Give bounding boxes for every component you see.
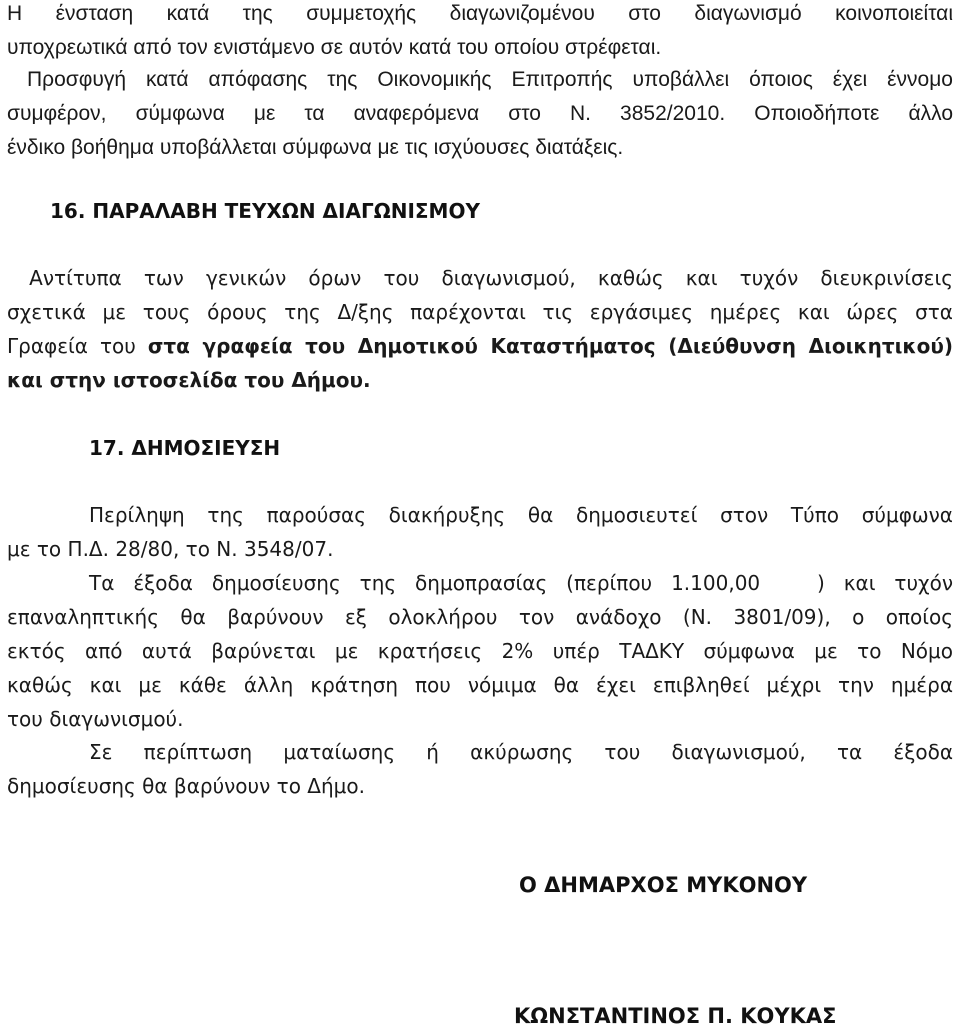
text-line: υποχρεωτικά από τον ενιστάμενο σε αυτόν κατά του οποίου στρέφεται. xyxy=(7,36,662,59)
text-line: ένδικο βοήθημα υποβάλλεται σύμφωνα με τις ισχύουσες διατάξεις. xyxy=(7,136,624,159)
text-line: Σε περίπτωση ματαίωσης ή ακύρωσης του διαγωνισμού, τα έξοδα xyxy=(89,740,953,764)
section-16-body xyxy=(7,261,953,397)
text-line: Τα έξοδα δημοσίευσης της δημοπρασίας (περίπου 1.100,00 ) και τυχόν xyxy=(89,571,953,595)
text-line: επαναληπτικής θα βαρύνουν εξ ολοκλήρου τον ανάδοχο (Ν. 3801/09), ο οποίος xyxy=(7,605,953,629)
text-line: σχετικά με τους όρους της Δ/ξης παρέχονται τις εργάσιμες ημέρες και ώρες στα xyxy=(7,300,953,324)
text-line: Η ένσταση κατά της συμμετοχής διαγωνιζομένου στο διαγωνισμό κοινοποιείται xyxy=(7,2,953,25)
text-line: δημοσίευσης θα βαρύνουν το Δήμο. xyxy=(7,774,365,798)
objection-paragraph xyxy=(7,0,953,65)
mayor-title: Ο ΔΗΜΑΡΧΟΣ ΜΥΚΟΝΟΥ xyxy=(519,873,808,897)
text-line: καθώς και με κάθε άλλη κράτηση που νόμιμα θα έχει επιβληθεί μέχρι την ημέρα xyxy=(7,673,953,697)
text-line: Περίληψη της παρούσας διακήρυξης θα δημοσιευτεί στον Τύπο σύμφωνα xyxy=(89,503,953,527)
text-line: του διαγωνισμού. xyxy=(7,707,184,731)
section-17-heading: 17. ΔΗΜΟΣΙΕΥΣΗ xyxy=(89,436,281,460)
text-line: με το Π.Δ. 28/80, το Ν. 3548/07. xyxy=(7,537,334,561)
appeal-paragraph xyxy=(7,63,953,165)
text-line: Προσφυγή κατά απόφασης της Οικονομικής Επιτροπής υποβάλλει όποιος έχει έννομο xyxy=(7,68,953,91)
text-span: Γραφεία του xyxy=(7,334,148,358)
section-17-publication-paragraph xyxy=(7,498,953,566)
text-line: Αντίτυπα των γενικών όρων του διαγωνισμού, καθώς και τυχόν διευκρινίσεις xyxy=(7,266,953,290)
text-line: και στην ιστοσελίδα του Δήμου. xyxy=(7,368,371,392)
text-line xyxy=(7,329,953,363)
section-17-costs-paragraph xyxy=(7,566,953,736)
text-line: εκτός από αυτά βαρύνεται με κρατήσεις 2% υπέρ ΤΑΔΚΥ σύμφωνα με το Νόμο xyxy=(7,639,953,663)
text-line: συμφέρον, σύμφωνα με τα αναφερόμενα στο Ν. 3852/2010. Οποιοδήποτε άλλο xyxy=(7,102,953,125)
section-16-heading: 16. ΠΑΡΑΛΑΒΗ ΤΕΥΧΩΝ ΔΙΑΓΩΝΙΣΜΟΥ xyxy=(50,199,480,223)
section-17-cancellation-paragraph xyxy=(7,735,953,803)
mayor-name: ΚΩΝΣΤΑΝΤΙΝΟΣ Π. ΚΟΥΚΑΣ xyxy=(514,1004,837,1028)
offices-location: στα γραφεία του Δημοτικού Καταστήματος (Διεύθυνση Διοικητικού) xyxy=(147,334,953,358)
